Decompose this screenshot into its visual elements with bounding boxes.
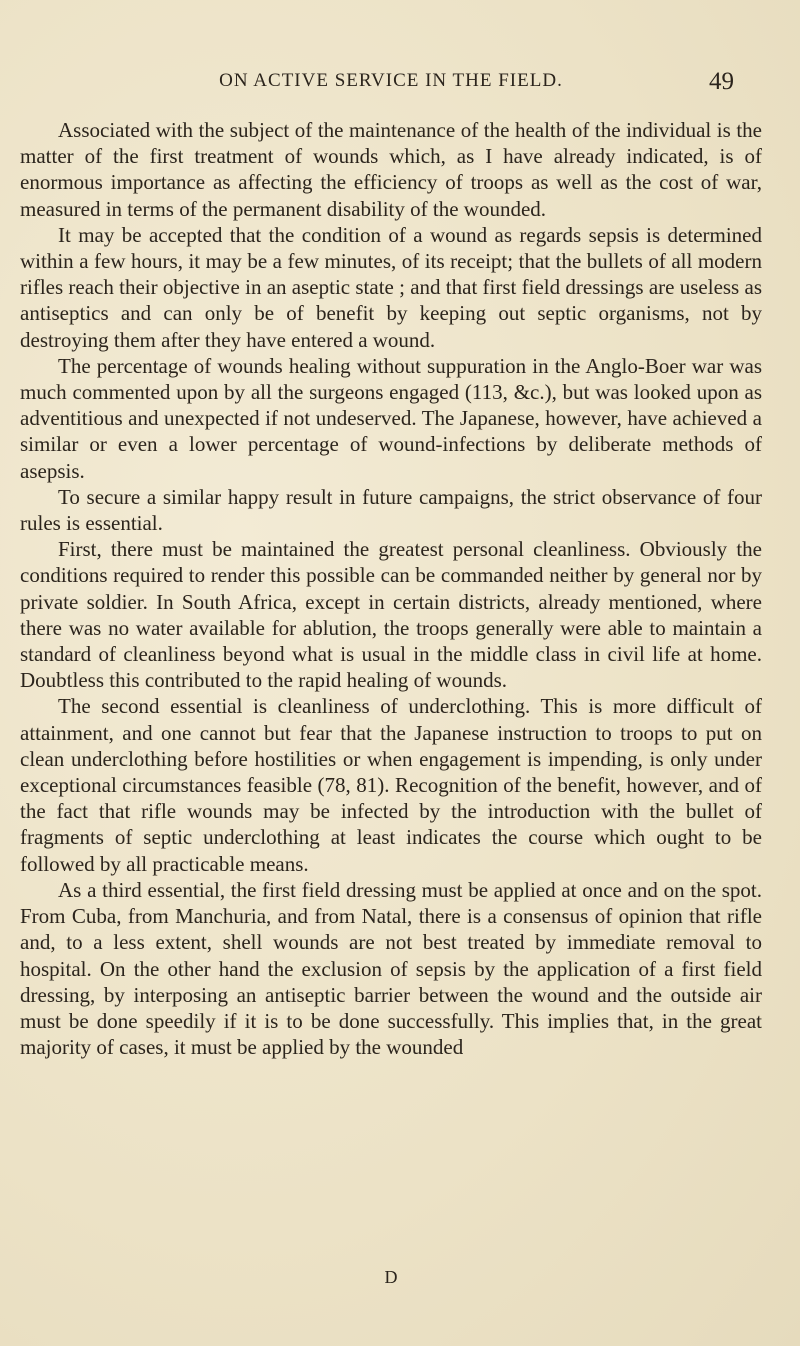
paragraph-sepsis-timing: It may be accepted that the condition of a wound as regards sepsis is determined within a few hours, it may be a few minutes, of its receipt; that the bullets of all modern rifles reach their objective in an aseptic state ; and that first field dressings are useless as antiseptics and can only be of benefit by keeping out septic organisms, not by destroying them after they have entered a wound. — [20, 222, 762, 352]
body-text — [20, 117, 762, 1060]
paragraph-third-rule-field-dressing: As a third essential, the first field dressing must be applied at once and on the spot. From Cuba, from Manchuria, and from Natal, there is a consensus of opinion that rifle and, to a less extent, shell wounds are not best treated by immediate removal to hospital. On the other hand the exclusion of sepsis by the application of a first field dressing, by interposing an antiseptic barrier between the wound and the outside air must be done speedily if it is to be done successfully. This implies that, in the great majority of cases, it must be applied by the wounded — [20, 877, 762, 1060]
paragraph-second-rule-underclothing: The second essential is cleanliness of underclothing. This is more difficult of attainment, and one cannot but fear that the Japanese instruction to troops to put on clean underclothing before hostilities or when engagement is impending, is only under exceptional circumstances feasible (78, 81). Recognition of the benefit, however, and of the fact that rifle wounds may be infected by the introduction with the bullet of fragments of septic underclothing at least indicates the course which ought to be followed by all practicable means. — [20, 694, 762, 876]
paragraph-four-rules: To secure a similar happy result in future campaigns, the strict observance of four rules is essential. — [20, 484, 762, 536]
signature-mark: D — [384, 1267, 398, 1287]
book-page — [20, 0, 762, 1346]
paragraph-health-and-wounds: Associated with the subject of the maintenance of the health of the individual is the matter of the first treatment of wounds which, as I have already indicated, is of enormous importance as affecting the efficiency of troops as well as the cost of war, measured in terms of the permanent disability of the wounded. — [20, 118, 762, 221]
page-number: 49 — [709, 68, 734, 95]
running-head — [20, 70, 762, 100]
running-title: ON ACTIVE SERVICE IN THE FIELD. — [219, 70, 563, 91]
paragraph-first-rule-cleanliness: First, there must be maintained the greatest personal cleanliness. Obviously the conditions required to render this possible can be commanded neither by general nor by private soldier. In South Africa, except in certain districts, already mentioned, where there was no water available for ablution, the troops generally were able to maintain a standard of cleanliness beyond what is usual in the middle class in civil life at home. Doubtless this contributed to the rapid healing of wounds. — [20, 537, 762, 693]
paragraph-suppuration-percentage: The percentage of wounds healing without suppuration in the Anglo-Boer war was much commented upon by all the surgeons engaged (113, &c.), but was looked upon as adventitious and unexpected if not undeserved. The Japanese, however, have achieved a similar or even a lower percentage of wound-infections by deliberate methods of asepsis. — [20, 353, 762, 483]
